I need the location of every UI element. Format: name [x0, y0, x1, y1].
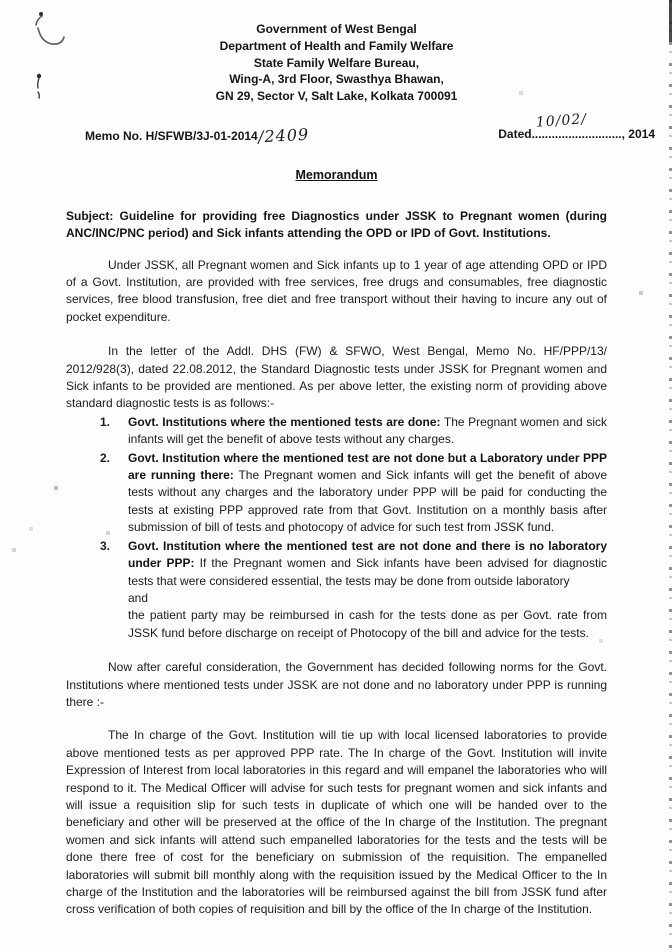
dated-dotted-line: ........................... — [531, 126, 622, 141]
memo-number-row — [85, 111, 655, 147]
list-item-1-heading: Govt. Institutions where the mentioned tests are done: — [128, 414, 441, 429]
memo-content — [66, 21, 655, 919]
list-item-3-continuation: the patient party may be reimbursed in cash for the tests done as per Govt. rate from JSSK fund before discharge on receipt of Photocopy of the bill and advice for the tests. — [128, 608, 607, 640]
list-item-1-text: The Pregnant women and sick infants will get the benefit of above tests without any charges. — [128, 414, 607, 447]
list-item-3 — [66, 538, 607, 642]
list-item-1 — [66, 414, 607, 449]
dated-year: , 2014 — [621, 126, 655, 141]
dated-field — [498, 111, 655, 145]
memo-number-printed: Memo No. H/SFWB/3J-01-2014 — [85, 128, 258, 143]
memo-number — [85, 126, 309, 145]
dated-label: Dated — [498, 126, 532, 141]
norms-list — [66, 414, 607, 642]
list-item-3-and: and — [128, 590, 149, 605]
list-item-2-number: 2. — [100, 450, 111, 465]
list-item-2-text: The Pregnant women and Sick infants will get the benefit of above tests without any charges and the laboratory under PPP will be paid for conducting the tests at existing PPP approved rate from that Govt. Institution on a monthly basis after submission of bill of tests and photocopy of advice for such test from JSSK fund. — [128, 468, 607, 535]
letterhead-line-department: Department of Health and Family Welfare — [219, 38, 454, 53]
letterhead — [66, 21, 607, 105]
list-item-3-number: 3. — [100, 538, 111, 553]
list-item-3-text: If the Pregnant women and Sick infants have been advised for diagnostic tests that were considered essential, the tests may be done from outside laboratory — [128, 556, 607, 588]
list-item-1-number: 1. — [100, 414, 111, 429]
paragraph-decision: Now after careful consideration, the Government has decided following norms for the Govt. Institutions where mentioned tests under JSSK are not done and no laboratory under PPP is running there :- — [66, 660, 607, 709]
letterhead-line-bureau: State Family Welfare Bureau, — [253, 55, 420, 70]
letterhead-line-address: Wing-A, 3rd Floor, Swasthya Bhawan, — [229, 72, 444, 87]
list-item-3-heading: Govt. Institution where the mentioned test are not done and there is no laboratory under PPP: — [128, 538, 607, 571]
dated-handwritten-date: 10/02/ — [535, 111, 588, 131]
memo-number-handwritten: /2409 — [257, 124, 310, 147]
list-item-2-heading: Govt. Institution where the mentioned test are not done but a Laboratory under PPP are running there: — [128, 450, 607, 483]
letterhead-line-city: GN 29, Sector V, Salt Lake, Kolkata 700091 — [215, 89, 458, 104]
letterhead-line-government: Government of West Bengal — [256, 22, 417, 36]
paragraph-norms-detail: The In charge of the Govt. Institution will tie up with local licensed laboratories to provide above mentioned tests as per approved PPP rate. The In charge of the Govt. Institution will invite Expression of Interest from local laboratories in this regard and will empanel the laboratories who will respond to it. The Medical Officer will advise for such tests for pregnant women and sick infants and will issue a requisition slip for such tests in duplicate of which one will be handed over to the beneficiary and other will be preserved at the office of the In charge of the Institution. The pregnant women and sick infants will attend such empanelled laboratories for the tests and the tests will be done there free of cost for the beneficiary on submission of the requisition. The empanelled laboratories will submit bill monthly along with the requisition issued by the Medical Officer to the In charge of the Institution and the laboratories will be reimbursed against the bill from JSSK fund after cross verification of both copies of requisition and bill by the office of the In charge of the Institution. — [66, 728, 607, 917]
paragraph-reference-letter: In the letter of the Addl. DHS (FW) & SFWO, West Bengal, Memo No. HF/PPP/13/ 2012/928(3), dated 22.08.2012, the Standard Diagnostic tests under JSSK for Pregnant women and Sick infants to be provided are mentioned. As per above letter, the existing norm of providing above standard diagnostic tests is as follows:- — [66, 344, 607, 411]
subject-line: Subject: Guideline for providing free Diagnostics under JSSK to Pregnant women (during ANC/INC/PNC period) and Sick infants attending the OPD or IPD of Govt. Institutions. — [66, 208, 607, 241]
paragraph-intro: Under JSSK, all Pregnant women and Sick infants up to 1 year of age attending OPD or IPD of a Govt. Institution, are provided with free services, free drugs and consumables, free diagnostic services, free blood transfusion, free diet and free transport without their having to incure any out of pocket expenditure. — [66, 257, 607, 324]
list-item-2 — [66, 450, 607, 537]
document-title: Memorandum — [295, 168, 378, 183]
